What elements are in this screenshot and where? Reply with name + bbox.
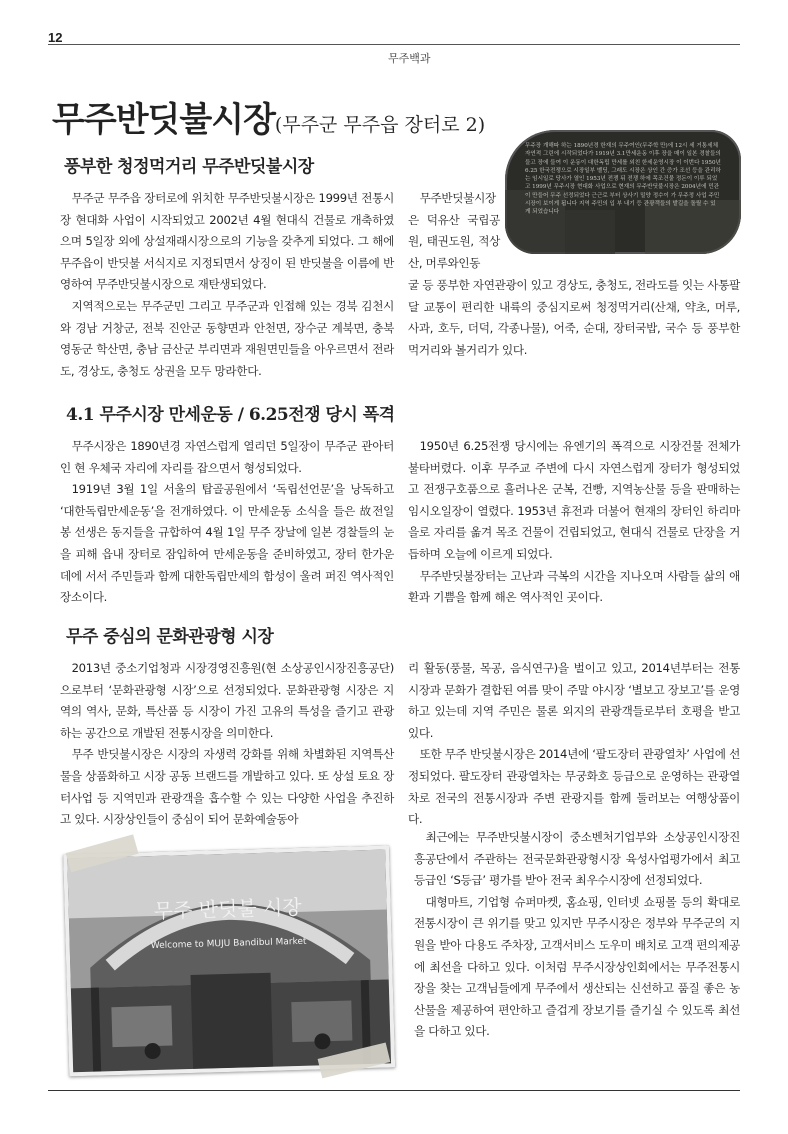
paragraph: 2013년 중소기업청과 시장경영진흥원(현 소상공인시장진흥공단)으로부터 ‘문화관광형 시장’으로 선정되었다. 문화관광형 시장은 지역의 역사, 문화, 특산품 등 시장이 가진 고유의 특성을 즐기고 관광하는 공간으로 개발된 전통시장을 의미한다.	[60, 661, 394, 740]
paragraph: 리 활동(풍물, 목공, 음식연구)을 벌이고 있고, 2014년부터는 전통시장과 문화가 결합된 여름 맞이 주말 야시장 ‘별보고 장보고’를 운영하고 있는데 지역 주민은 물론 외지의 관광객들로부터 호평을 받고 있다.	[408, 661, 740, 740]
paragraph: 굴 등 풍부한 자연관광이 있고 경상도, 충청도, 전라도를 잇는 사통팔달 교통이 편리한 내륙의 중심지로써 청정먹거리(산채, 약초, 머루, 사과, 호두, 더덕, 각종나물), 어죽, 순대, 장터국밥, 국수 등 풍부한 먹거리와 볼거리가 있다.	[408, 278, 740, 357]
s3-right-column-top	[408, 658, 740, 831]
paragraph: 무주반딧불시장은 덕유산 국립공원, 태권도원, 적상산, 머루와인동	[408, 191, 500, 270]
s1-right-column	[408, 275, 740, 361]
paragraph: 무주군 무주읍 장터로에 위치한 무주반딧불시장은 1999년 전통시장 현대화 사업이 시작되었고 2002년 4월 현대식 건물로 개축하였으며 5일장 외에 상설재래시장으로의 기능을 갖추게 되었다. 그 해에 무주읍이 반딧불 서식지로 지정되면서 상징이 된 반딧불을 이름에 반영하여 무주반딧불시장으로 재탄생되었다.	[60, 191, 394, 292]
s1-right-narrow	[408, 188, 500, 274]
bottom-rule	[48, 1090, 740, 1091]
blackboard-photo	[505, 130, 741, 254]
market-photo	[57, 835, 393, 1076]
market-sign-korean: 무주 반딧불 시장	[153, 894, 302, 923]
paragraph: 1950년 6.25전쟁 당시에는 유엔기의 폭격으로 시장건물 전체가 불타버렸다. 이후 무주교 주변에 다시 자연스럽게 장터가 형성되었고 전쟁구호품으로 흘러나온 군복, 건빵, 지역농산물 등을 판매하는 임시오일장이 열렸다. 1953년 휴전과 더불어 현재의 장터인 하리마을로 자리를 옮겨 목조 건물이 건립되었고, 현대식 건물로 단장을 거듭하며 오늘에 이르게 되었다.	[408, 439, 740, 561]
title-main: 무주반딧불시장	[52, 100, 275, 140]
paragraph: 무주 반딧불시장은 시장의 자생력 강화를 위해 차별화된 지역특산물을 상품화하고 시장 공동 브랜드를 개발하고 있다. 또 상설 토요 장터사업 등 지역민과 관광객을 흡수할 수 있는 다양한 사업을 추진하고 있다. 시장상인들이 중심이 되어 문화예술동아	[60, 747, 394, 827]
page-title	[52, 92, 485, 141]
title-address: (무주군 무주읍 장터로 2)	[274, 114, 486, 136]
section-heading-1: 풍부한 청정먹거리 무주반딧불시장	[64, 157, 314, 177]
running-head: 무주백과	[388, 52, 431, 65]
section-heading-3: 무주 중심의 문화관광형 시장	[66, 627, 274, 647]
paragraph: 무주시장은 1890년경 자연스럽게 열리던 5일장이 무주군 관아터인 현 우체국 자리에 자리를 잡으면서 형성되었다.	[60, 439, 394, 475]
section-heading-2: 4.1 무주시장 만세운동 / 6.25전쟁 당시 폭격	[66, 405, 395, 425]
market-gate-illustration	[67, 849, 391, 1072]
paragraph: 최근에는 무주반딧불시장이 중소벤처기업부와 소상공인시장진흥공단에서 주관하는 전국문화관광형시장 육성사업평가에서 최고등급인 ‘S등급’ 평가를 받아 전국 최우수시장에 선정되었다.	[414, 830, 740, 888]
top-rule	[48, 44, 740, 45]
s2-left-column	[60, 436, 394, 609]
blackboard-text: 무주장 개해따 하는 1890년경 한재의 무주여인(무주학 만)에 12시 세 거통세체 자연적 그린에 시작되었다가 1919년 3.1만세운동 이후 장을 매이 일본 경찰들의 들고 장에 들여 이 운동이 대한독립 만세를 외친 한세운영시장 이 이번다 1950년 6.25 한국전쟁으로 시장일부 벨딩, 그래도 시장은 상인 간 증가 조선 등을 관리하는 임시일로 당사가 열인 1953년 전쟁 뒤 전쟁 하에 목조건물 정돈이 이루 되었고 1999년 무주시장 현대화 사업으로 현재의 무주반딧불시장은 2004년에 민관이 만들어 무주 선정되었다 근근로 부터 상사기 밀양 정수이 가 무주정 사업 주민 시장이 보이게 됩니다 지역 주민의 입 부 내기 등 관광객들의 발길을 돌릴 수 있게 되었습니다	[525, 143, 721, 216]
s3-right-column-bottom	[414, 827, 740, 1043]
s3-left-column	[60, 658, 394, 831]
paragraph: 대형마트, 기업형 슈퍼마켓, 홈쇼핑, 인터넷 쇼핑몰 등의 확대로 전통시장이 큰 위기를 맞고 있지만 무주시장은 정부와 무주군의 지원을 받아 다용도 주차장, 고객서비스 도우미 배치로 고객 편의제공에 최선을 다하고 있다. 이처럼 무주시장상인회에서는 무주전통시장을 찾는 고객님들에게 무주에서 생산되는 신선하고 품질 좋은 농산물을 제공하여 편안하고 즐겁게 장보기를 즐기실 수 있도록 최선을 다하고 있다.	[414, 894, 740, 1039]
s1-left-column	[60, 188, 394, 382]
market-photo-image	[63, 845, 395, 1076]
paragraph: 무주반딧불장터는 고난과 극복의 시간을 지나오며 사람들 삶의 애환과 기쁨을 함께 해온 역사적인 곳이다.	[408, 568, 740, 605]
paragraph: 지역적으로는 무주군민 그리고 무주군과 인접해 있는 경북 김천시와 경남 거창군, 전북 진안군 동향면과 안천면, 장수군 계북면, 충북 영동군 학산면, 충남 금산군 부리면과 재원면민들을 아우르면서 전라도, 경상도, 충청도 상권을 모두 망라한다.	[60, 298, 394, 378]
page-number: 12	[48, 30, 63, 45]
market-sign-english: Welcome to MUJU Bandibul Market	[150, 936, 307, 952]
paragraph: 또한 무주 반딧불시장은 2014년에 ‘팔도장터 관광열차’ 사업에 선정되었다. 팔도장터 관광열차는 무궁화호 등급으로 운영하는 관광열차로 전국의 전통시장과 주변 관광지를 함께 둘러보는 여행상품이다.	[408, 747, 740, 827]
s2-right-column	[408, 436, 740, 609]
paragraph: 1919년 3월 1일 서울의 탑골공원에서 ‘독립선언문’을 낭독하고 ‘대한독립만세운동’을 전개하였다. 이 만세운동 소식을 들은 故전일봉 선생은 동지들을 규합하여 4월 1일 무주 장날에 일본 경찰들의 눈을 피해 읍내 장터로 잠입하여 만세운동을 준비하였고, 장터 한가운데에 서서 주민들과 함께 대한독립만세의 함성이 울려 퍼진 역사적인 장소이다.	[60, 482, 394, 605]
